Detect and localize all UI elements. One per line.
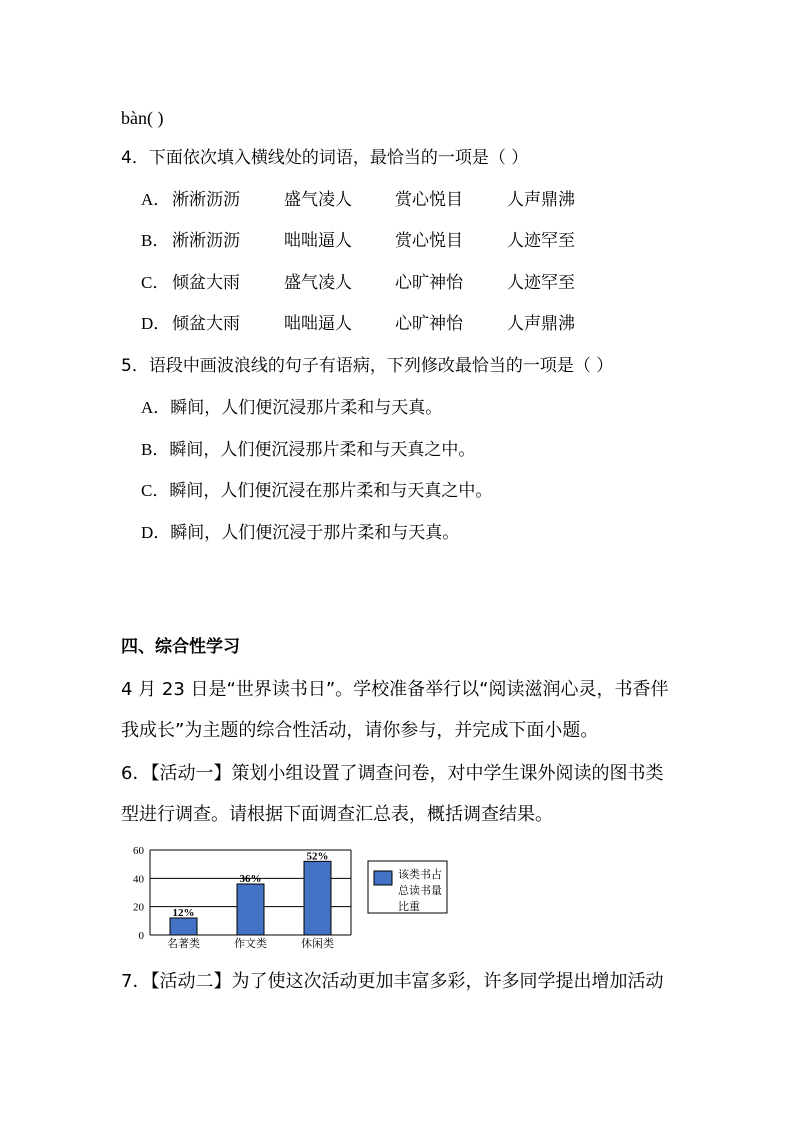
option-a-word-1: 淅淅沥沥 xyxy=(172,190,240,210)
legend-label: 比重 xyxy=(398,901,420,913)
option-text: 瞬间，人们便沉浸在那片柔和与天真之中。 xyxy=(169,481,493,501)
x-tick-label: 名著类 xyxy=(167,938,200,950)
option-letter: C． xyxy=(141,273,170,292)
bar xyxy=(170,918,197,935)
option-letter: C． xyxy=(141,481,170,500)
y-tick-label: 20 xyxy=(133,901,144,914)
option-d-word-3: 心旷神怡 xyxy=(395,314,463,334)
option-letter: B． xyxy=(141,440,170,459)
option-a-word-3: 赏心悦目 xyxy=(395,190,463,210)
question-6-line-2: 型进行调查。请根据下面调查汇总表，概括调查结果。 xyxy=(121,804,553,825)
question-5-stem: 5．语段中画波浪线的句子有语病，下列修改最恰当的一项是（ ） xyxy=(121,356,614,376)
chart-x-tick-labels xyxy=(167,936,334,950)
option-c-word-2: 盛气凌人 xyxy=(284,273,352,293)
pinyin-blank-line: bàn( ) xyxy=(121,108,164,128)
option-letter: D． xyxy=(141,523,171,542)
option-d[interactable] xyxy=(141,314,170,334)
option-letter: A． xyxy=(141,398,171,417)
reading-survey-chart xyxy=(118,840,458,952)
option-c-word-3: 心旷神怡 xyxy=(395,273,463,293)
option-a-word-4: 人声鼎沸 xyxy=(507,190,575,210)
question-4-stem: 4．下面依次填入横线处的词语，最恰当的一项是（ ） xyxy=(121,148,529,168)
option-c[interactable] xyxy=(141,273,169,293)
option-text: 瞬间，人们便沉浸那片柔和与天真。 xyxy=(170,398,443,418)
option-b-word-2: 咄咄逼人 xyxy=(284,231,352,251)
bar xyxy=(237,884,264,935)
y-tick-label: 0 xyxy=(138,930,144,942)
option-a-word-2: 盛气凌人 xyxy=(284,190,352,210)
option-letter: D． xyxy=(141,314,171,333)
q5-option-d[interactable] xyxy=(141,523,459,543)
option-c-word-4: 人迹罕至 xyxy=(507,273,575,293)
option-letter: B． xyxy=(141,231,170,250)
bar-data-label: 12% xyxy=(172,907,195,919)
legend-label: 该类书占 xyxy=(398,869,442,881)
option-d-word-4: 人声鼎沸 xyxy=(507,314,575,334)
option-c-word-1: 倾盆大雨 xyxy=(172,273,240,293)
option-d-word-2: 咄咄逼人 xyxy=(284,314,352,334)
chart-legend xyxy=(368,861,447,913)
option-text: 瞬间，人们便沉浸那片柔和与天真之中。 xyxy=(169,440,476,460)
option-b-word-4: 人迹罕至 xyxy=(507,231,575,251)
bar-data-label: 52% xyxy=(306,850,329,863)
option-d-word-1: 倾盆大雨 xyxy=(172,314,240,334)
question-7-line-1: 7．【活动二】为了使这次活动更加丰富多彩，许多同学提出增加活动 xyxy=(121,971,664,992)
x-tick-label: 作文类 xyxy=(234,938,267,950)
legend-label: 总读书量 xyxy=(398,885,442,897)
chart-y-tick-labels xyxy=(133,845,145,942)
x-tick-label: 休闲类 xyxy=(301,938,334,950)
bar-data-label: 36% xyxy=(239,873,262,885)
bar xyxy=(304,861,331,935)
section-heading: 四、综合性学习 xyxy=(121,637,240,657)
option-b-word-1: 淅淅沥沥 xyxy=(172,231,240,251)
intro-line-1: 4 月 23 日是“世界读书日”。学校准备举行以“阅读滋润心灵，书香伴 xyxy=(121,679,669,700)
legend-swatch xyxy=(374,871,392,885)
option-text: 瞬间，人们便沉浸于那片柔和与天真。 xyxy=(170,523,460,543)
q5-option-c[interactable] xyxy=(141,481,492,501)
question-6-line-1: 6．【活动一】策划小组设置了调查问卷，对中学生课外阅读的图书类 xyxy=(121,763,664,784)
option-a[interactable] xyxy=(141,190,170,210)
q5-option-a[interactable] xyxy=(141,398,442,418)
option-b[interactable] xyxy=(141,231,169,251)
q5-option-b[interactable] xyxy=(141,440,475,460)
y-tick-label: 40 xyxy=(133,873,144,886)
y-tick-label: 60 xyxy=(133,845,144,857)
option-letter: A． xyxy=(141,190,171,209)
intro-line-2: 我成长”为主题的综合性活动，请你参与，并完成下面小题。 xyxy=(121,720,599,741)
option-b-word-3: 赏心悦目 xyxy=(395,231,463,251)
